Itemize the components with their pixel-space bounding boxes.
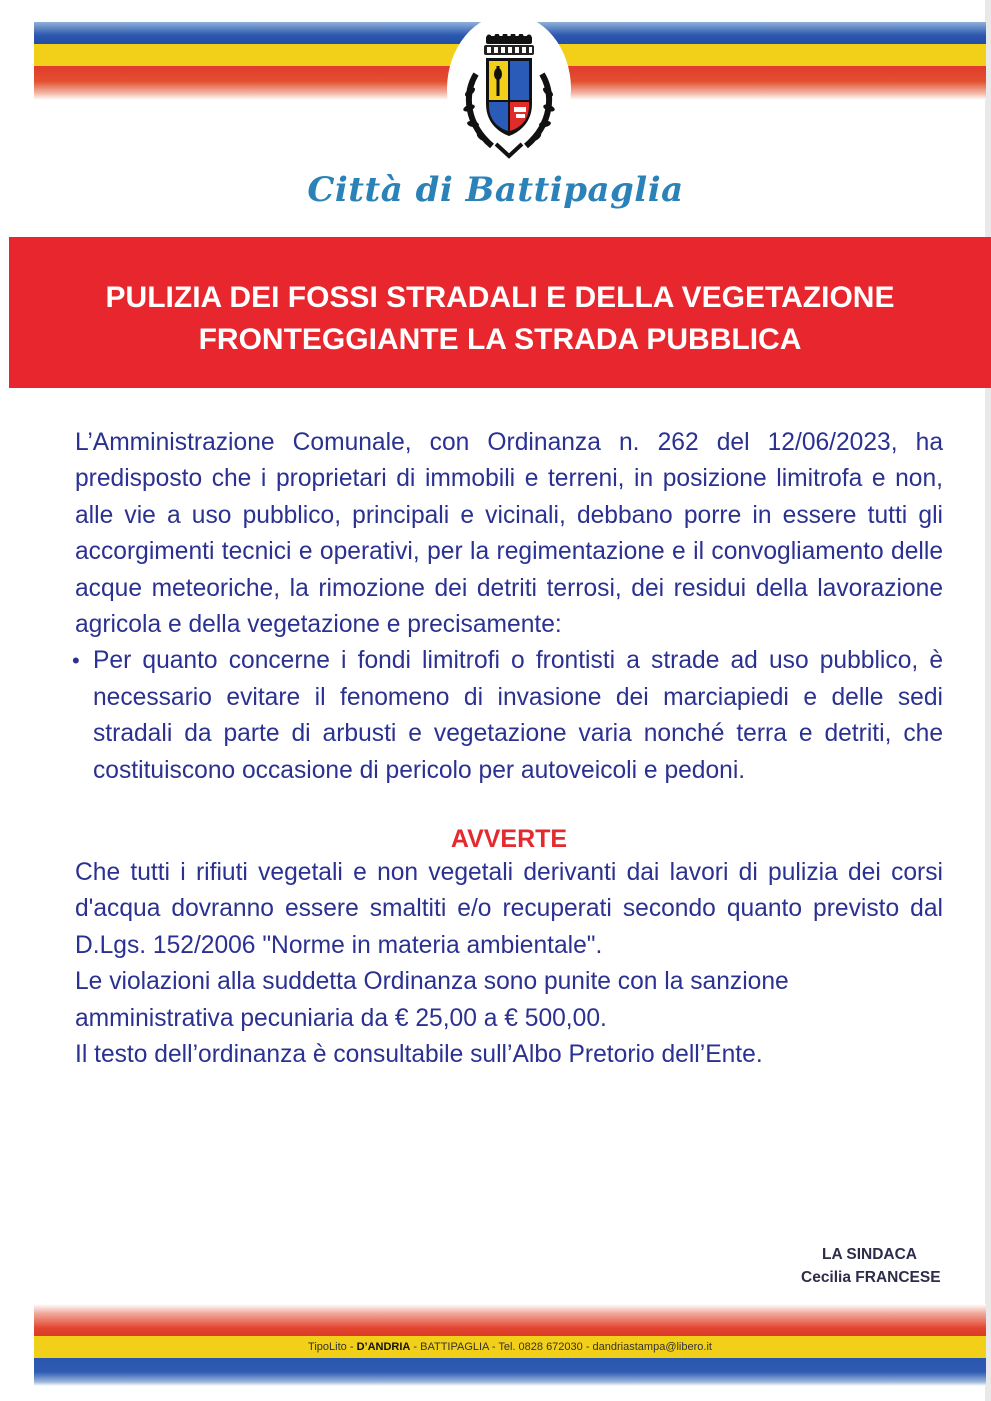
bullet-item bbox=[72, 643, 943, 789]
printer-suffix: - BATTIPAGLIA - Tel. 0828 672030 - dandriastampa@libero.it bbox=[410, 1341, 712, 1353]
signature-role: LA SINDACA bbox=[822, 1246, 918, 1263]
signature-name: Cecilia FRANCESE bbox=[801, 1269, 941, 1286]
city-name: Città di Battipaglia bbox=[307, 170, 684, 210]
banner-title bbox=[9, 277, 991, 361]
banner-title-line1: PULIZIA DEI FOSSI STRADALI E DELLA VEGETAZIONE bbox=[105, 281, 895, 314]
bullet-symbol: • bbox=[72, 648, 80, 674]
printer-prefix: TipoLito - bbox=[308, 1341, 357, 1353]
avverte-paragraph: Che tutti i rifiuti vegetali e non vegetali derivanti dai lavori di pulizia dei corsi d'acqua dovranno essere smaltiti e/o recuperati secondo quanto previsto dal D.Lgs. 152/2006 "Norme in materia ambientale". bbox=[75, 859, 943, 959]
bottom-red-stripe bbox=[34, 1304, 986, 1336]
intro-paragraph: L’Amministrazione Comunale, con Ordinanza n. 262 del 12/06/2023, ha predisposto che i proprietari di immobili e terreni, in posizione limitrofa e non, alle vie a uso pubblico, principali e vicinali, debbano porre in essere tutti gli accorgimenti tecnici e operativi, per la regimentazione e il convogliamento delle acque meteoriche, la rimozione dei detriti terrosi, dei residui della lavorazione agricola e della vegetazione e precisamente: bbox=[75, 429, 943, 639]
page-edge-shadow bbox=[985, 0, 991, 1401]
title-banner bbox=[9, 237, 991, 388]
consult-line: Il testo dell’ordinanza è consultabile sull’Albo Pretorio dell’Ente. bbox=[75, 1041, 763, 1069]
sanctions-line2: amministrativa pecuniaria da € 25,00 a € 500,00. bbox=[75, 1004, 607, 1032]
notice-body bbox=[72, 425, 943, 1074]
printer-name: D’ANDRIA bbox=[356, 1341, 411, 1353]
printer-footer bbox=[34, 1336, 986, 1358]
sanctions-line1: Le violazioni alla suddetta Ordinanza sono punite con la sanzione bbox=[75, 968, 789, 996]
avverte-heading: AVVERTE bbox=[450, 825, 568, 854]
bottom-blue-stripe bbox=[34, 1358, 986, 1386]
bullet-text: Per quanto concerne i fondi limitrofi o frontisti a strade ad uso pubblico, è necessario evitare il fenomeno di invasione dei marciapiedi e delle sedi stradali da parte di arbusti e vegetazione varia nonché terra e detriti, che costituiscono occasione di pericolo per autoveicoli e pedoni. bbox=[93, 647, 943, 784]
coat-of-arms-icon bbox=[462, 34, 556, 160]
banner-title-line2: FRONTEGGIANTE LA STRADA PUBBLICA bbox=[198, 323, 802, 356]
